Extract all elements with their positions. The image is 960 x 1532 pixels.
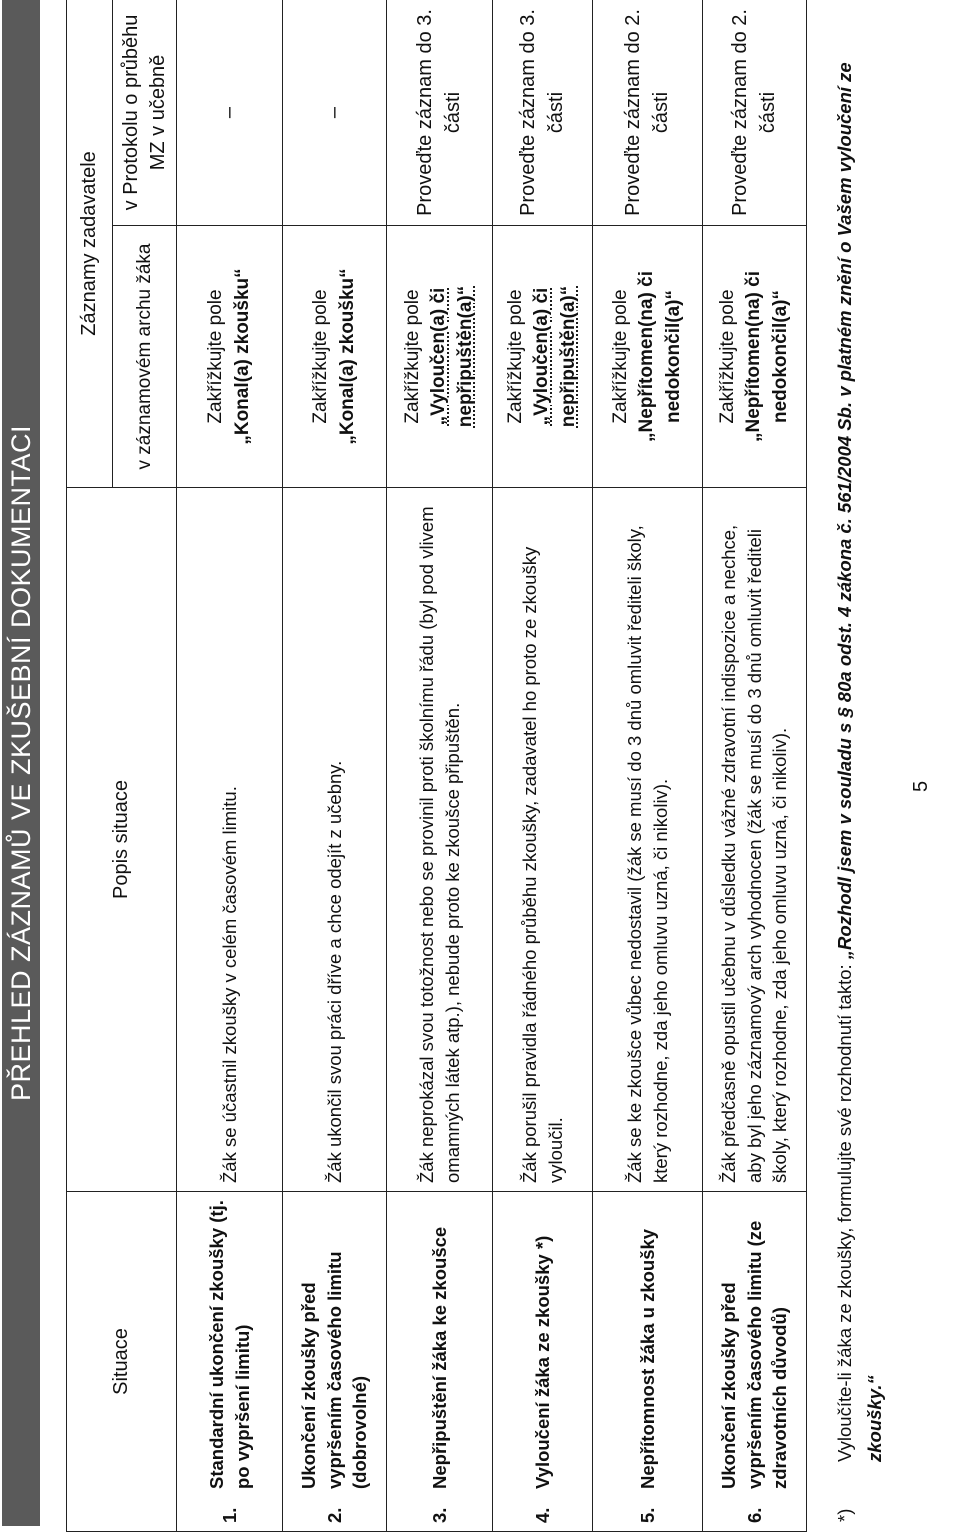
footnote-text-block [830,22,889,1462]
archu-prefix: Zakřížkujte pole [310,289,332,424]
archu-field: „Konal(a) zkoušku“ [231,268,253,445]
header-situace: Situace [67,1192,177,1532]
table-row [387,0,493,1532]
situation-text: Ukončení zkoušky před vypršením časového limitu (ze zdravotních důvodů) [718,1220,791,1489]
situation-cell [387,1192,493,1532]
situation-text: Ukončení zkoušky před vypršením časového limitu (dobrovolné) [298,1251,371,1489]
row-number: 3. [428,1507,450,1523]
footnote-text: Vyloučíte-li žáka ze zkoušky, formulujte své rozhodnutí takto: [834,959,855,1462]
row-number: 2. [323,1507,345,1523]
protocol-cell: Proveďte záznam do 3. části [387,0,493,226]
description-cell: Žák porušil pravidla řádného průběhu zkoušky, zadavatel ho proto ze zkoušky vyloučil. [493,488,593,1192]
description-cell: Žák neprokázal svou totožnost nebo se provinil proti školnímu řádu (byl pod vlivem omamných látek atp.), nebude proto ke zkoušce připuštěn. [387,488,493,1192]
protocol-cell: Proveďte záznam do 3. části [493,0,593,226]
archu-prefix: Zakřížkujte pole [205,289,227,424]
footnote-marker: *) [834,1508,855,1522]
footnote-quote: „Rozhodl jsem v souladu s § 80a odst. 4 zákona č. 561/2004 Sb. v platném znění o Vašem vyloučení ze zkoušky.“ [834,62,885,1462]
page-title: PŘEHLED ZÁZNAMŮ VE ZKUŠEBNÍ DOKUMENTACI [2,0,40,1526]
description-cell: Žák předčasně opustil učebnu v důsledku vážné zdravotní indispozice a nechce, aby byl jeho záznamový arch vyhodnocen (žák se musí do 3 dnů omluvit řediteli školy, který rozhodne, zda jeho omluvu uzná, či nikoliv). [703,488,807,1192]
archu-field: „Vyloučen(a) či nepřipuštěn(a)“ [531,285,579,428]
situation-cell [283,1192,387,1532]
situation-cell [593,1192,703,1532]
page-number: 5 [910,780,932,792]
header-popis: Popis situace [67,488,177,1192]
table-row [593,0,703,1532]
table-row [283,0,387,1532]
situation-text: Vyloučení žáka ze zkoušky *) [531,1235,553,1489]
header-archu: v záznamovém archu žáka [113,226,177,488]
situation-text: Nepřipuštění žáka ke zkoušce [428,1226,450,1489]
archu-field: „Konal(a) zkoušku“ [336,268,358,445]
archu-prefix: Zakřížkujte pole [402,289,424,424]
table-row [177,0,283,1532]
archu-cell [703,226,807,488]
archu-prefix: Zakřížkujte pole [505,289,527,424]
protocol-cell: Proveďte záznam do 2. části [703,0,807,226]
header-zaznamy: Záznamy zadavatele [67,0,113,488]
table-row [493,0,593,1532]
archu-prefix: Zakřížkujte pole [717,289,739,424]
description-cell: Žák se ke zkoušce vůbec nedostavil (žák se musí do 3 dnů omluvit řediteli školy, který rozhodne, zda jeho omluvu uzná, či nikoliv). [593,488,703,1192]
situation-cell [703,1192,807,1532]
situation-cell [177,1192,283,1532]
archu-cell [283,226,387,488]
records-table [66,0,807,1532]
situation-text: Nepřítomnost žáka u zkoušky [636,1228,658,1489]
row-number: 5. [636,1507,658,1523]
protocol-cell: Proveďte záznam do 2. části [593,0,703,226]
row-number: 4. [531,1507,553,1523]
description-cell: Žák se účastnil zkoušky v celém časovém limitu. [177,488,283,1192]
archu-cell [387,226,493,488]
protocol-cell: – [177,0,283,226]
row-number: 1. [218,1507,240,1523]
row-number: 6. [743,1507,765,1523]
archu-prefix: Zakřížkujte pole [610,289,632,424]
description-cell: Žák ukončil svou práci dříve a chce odejít z učebny. [283,488,387,1192]
archu-field: „Nepřítomen(na) či nedokončil(a)“ [636,270,684,443]
archu-cell [593,226,703,488]
situation-text: Standardní ukončení zkoušky (tj. po vypršení limitu) [205,1200,253,1489]
header-protokol: v Protokolu o průběhu MZ v učebně [113,0,177,226]
archu-cell [177,226,283,488]
situation-cell [493,1192,593,1532]
archu-field: „Vyloučen(a) či nepřipuštěn(a)“ [428,285,476,428]
table-row [703,0,807,1532]
archu-cell [493,226,593,488]
archu-field: „Nepřítomen(na) či nedokončil(a)“ [743,270,791,443]
protocol-cell: – [283,0,387,226]
